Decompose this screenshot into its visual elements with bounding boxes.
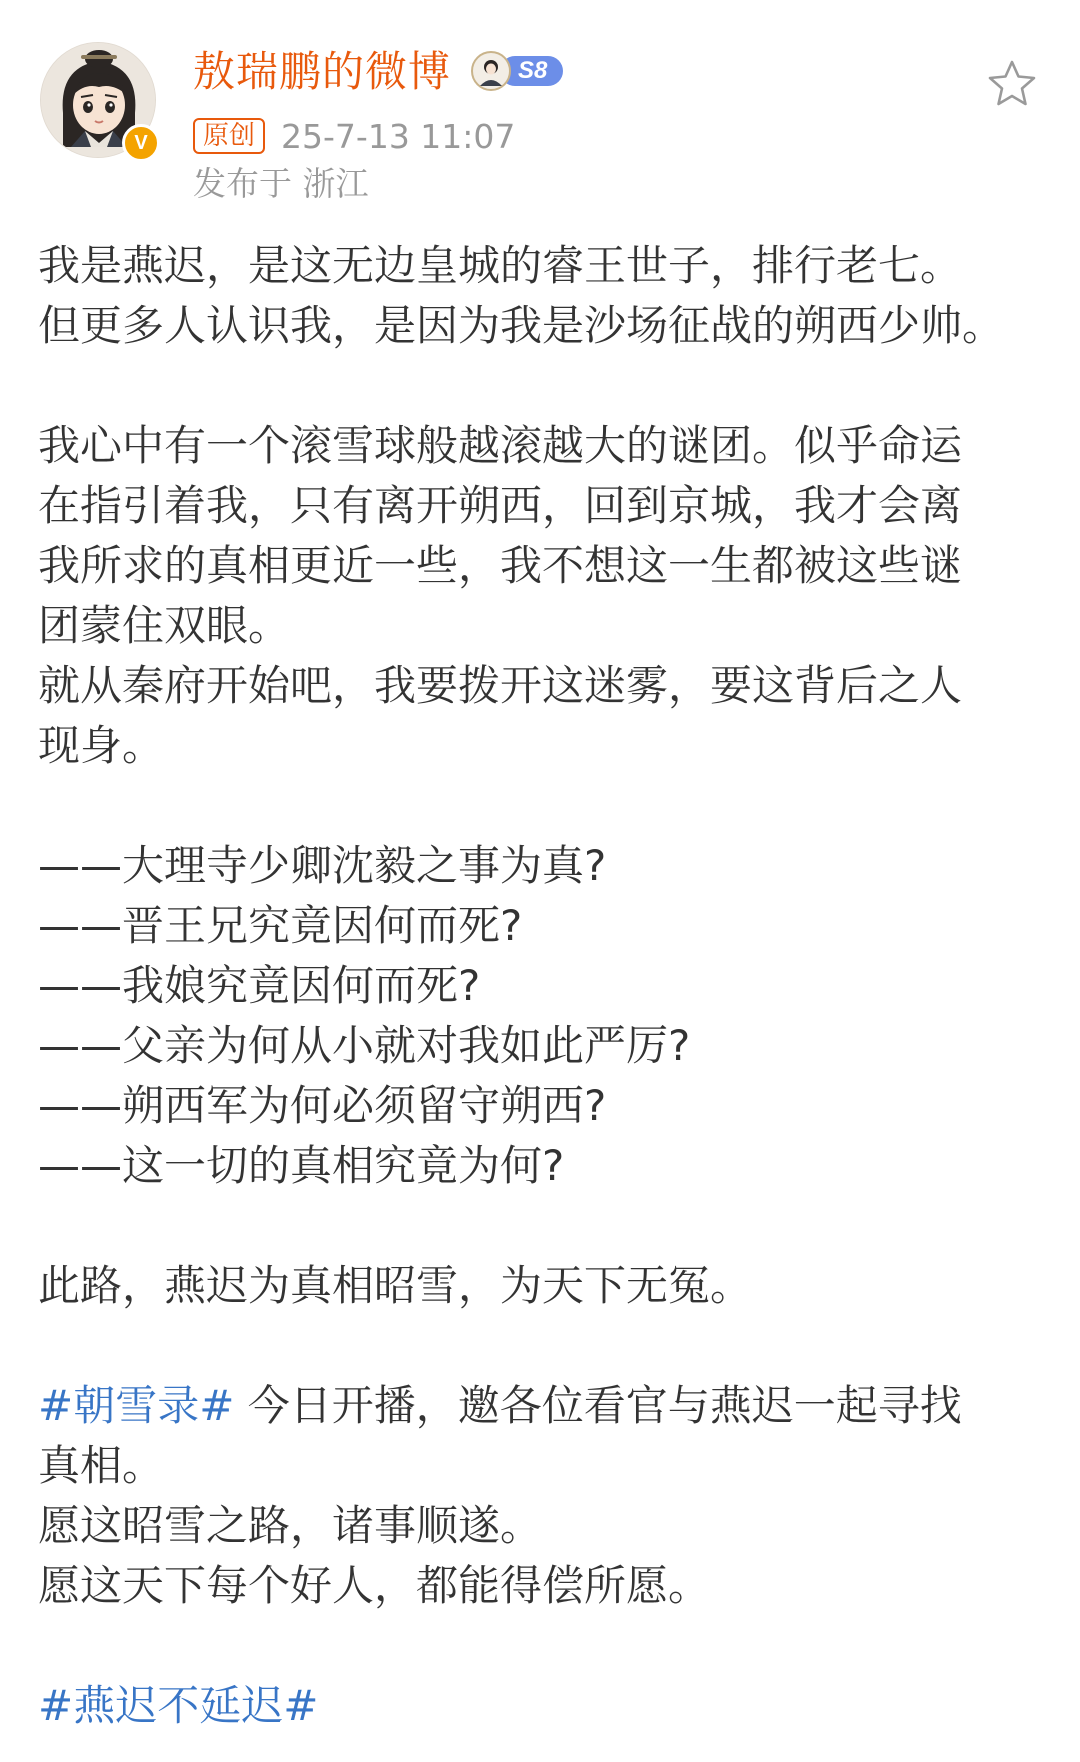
paragraph-gap	[38, 1196, 1048, 1256]
text-line: 我心中有一个滚雪球般越滚越大的谜团。似乎命运	[38, 421, 963, 470]
username-link[interactable]: 敖瑞鹏的微博	[193, 47, 452, 96]
paragraph-gap	[38, 1316, 1048, 1376]
favorite-button[interactable]	[984, 56, 1040, 112]
text-line: 我是燕迟，是这无边皇城的睿王世子，排行老七。	[38, 241, 963, 290]
text-line: 现身。	[38, 721, 165, 770]
question-line: ——我娘究竟因何而死?	[38, 961, 481, 1010]
post-meta	[193, 114, 515, 158]
text-line: 但更多人认识我，是因为我是沙场征战的朔西少帅。	[38, 301, 1005, 350]
question-line: ——这一切的真相究竟为何?	[38, 1141, 565, 1190]
question-line: ——父亲为何从小就对我如此严厉?	[38, 1021, 691, 1070]
hashtag-line	[38, 1676, 1048, 1736]
paragraph-gap	[38, 1616, 1048, 1676]
fan-badge-icon	[470, 50, 512, 92]
star-outline-icon	[984, 56, 1040, 112]
hashtag-link[interactable]: #燕迟不延迟#	[38, 1681, 319, 1730]
hashtag-link[interactable]: #朝雪录#	[38, 1381, 235, 1430]
post-location: 发布于 浙江	[193, 164, 369, 203]
level-badge-label: S8	[500, 56, 563, 86]
text-line: 愿这天下每个好人，都能得偿所愿。	[38, 1561, 711, 1610]
text-line: 愿这昭雪之路，诸事顺遂。	[38, 1501, 543, 1550]
post-timestamp: 25-7-13 11:07	[281, 116, 516, 156]
question-line: ——大理寺少卿沈毅之事为真?	[38, 841, 607, 890]
broadcast-text: 今日开播，邀各位看官与燕迟一起寻找	[234, 1381, 962, 1430]
broadcast-line	[38, 1376, 1048, 1436]
avatar[interactable]	[40, 42, 156, 158]
text-line: 我所求的真相更近一些，我不想这一生都被这些谜	[38, 541, 963, 590]
paragraph-gap	[38, 776, 1048, 836]
text-line: 此路，燕迟为真相昭雪，为天下无冤。	[38, 1261, 753, 1310]
original-tag: 原创	[193, 118, 265, 154]
level-badge[interactable]	[470, 50, 588, 92]
post-content	[38, 236, 1048, 1736]
question-line: ——朔西军为何必须留守朔西?	[38, 1081, 607, 1130]
text-line: 就从秦府开始吧，我要拨开这迷雾，要这背后之人	[38, 661, 963, 710]
text-line: 在指引着我，只有离开朔西，回到京城，我才会离	[38, 481, 963, 530]
paragraph-gap	[38, 356, 1048, 416]
text-line: 真相。	[38, 1441, 165, 1490]
verified-badge-icon: V	[122, 124, 160, 162]
text-line: 团蒙住双眼。	[38, 601, 291, 650]
question-line: ——晋王兄究竟因何而死?	[38, 901, 523, 950]
